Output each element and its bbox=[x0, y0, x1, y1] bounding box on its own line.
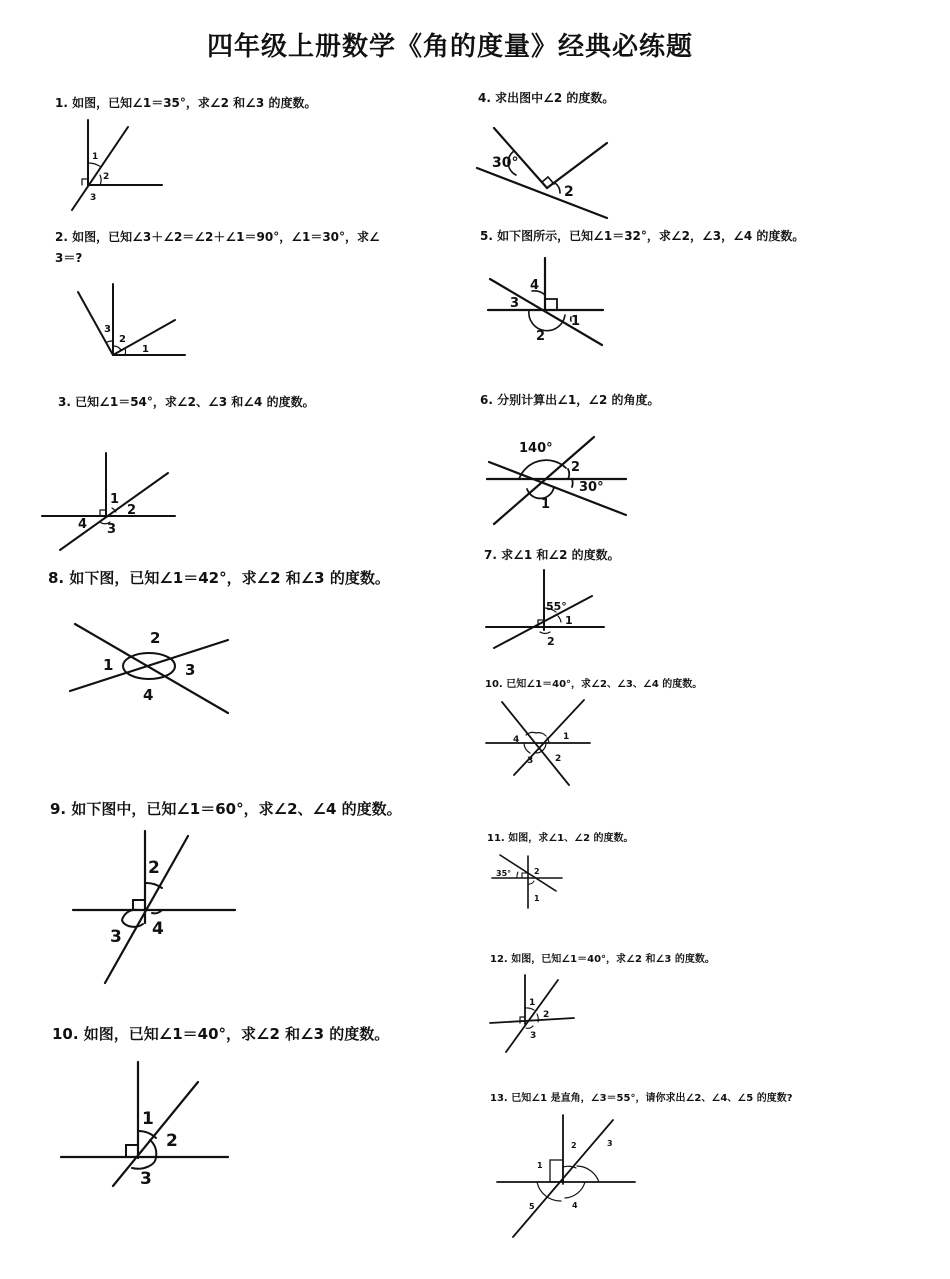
problem-10b-figure bbox=[484, 697, 594, 792]
problem-1-label-2: 2 bbox=[103, 172, 110, 182]
problem-2-figure bbox=[70, 280, 195, 365]
problem-5-label-3: 3 bbox=[510, 296, 520, 311]
problem-7-label-1: 1 bbox=[565, 614, 573, 627]
problem-13-label-4: 4 bbox=[572, 1201, 578, 1210]
problem-7-figure bbox=[484, 568, 609, 653]
problem-5-label-2: 2 bbox=[536, 329, 546, 344]
problem-11-text: 11. 如图，求∠1、∠2 的度数。 bbox=[487, 833, 634, 844]
problem-7-label-2: 2 bbox=[547, 635, 555, 648]
problem-12-label-1: 1 bbox=[529, 998, 536, 1008]
problem-5-figure bbox=[485, 255, 610, 350]
problem-9-label-2: 2 bbox=[148, 858, 160, 878]
problem-6-label-1: 1 bbox=[541, 497, 551, 512]
problem-3-label-1: 1 bbox=[110, 492, 120, 507]
problem-4-figure bbox=[472, 118, 617, 223]
problem-6-figure bbox=[484, 432, 632, 532]
problem-5-label-1: 1 bbox=[571, 314, 581, 329]
problem-4-label-30deg: 30° bbox=[492, 155, 519, 171]
problem-10a-figure bbox=[58, 1058, 233, 1193]
problem-13-label-5: 5 bbox=[529, 1202, 535, 1211]
problem-10b-label-1: 1 bbox=[563, 732, 570, 742]
problem-10a-label-2: 2 bbox=[166, 1131, 178, 1151]
problem-3-label-3: 3 bbox=[107, 522, 117, 537]
problem-9-label-4: 4 bbox=[152, 919, 164, 939]
problem-6-label-30deg: 30° bbox=[579, 480, 604, 495]
problem-10a-label-3: 3 bbox=[140, 1169, 152, 1189]
problem-7-text: 7. 求∠1 和∠2 的度数。 bbox=[484, 548, 620, 562]
problem-1-figure bbox=[60, 115, 170, 215]
problem-3-label-2: 2 bbox=[127, 503, 137, 518]
problem-6-label-140deg: 140° bbox=[519, 441, 553, 456]
problem-9-label-3: 3 bbox=[110, 927, 122, 947]
problem-12-figure bbox=[488, 972, 580, 1057]
problem-11-label-35deg: 35° bbox=[496, 869, 512, 878]
problem-6-text: 6. 分别计算出∠1，∠2 的角度。 bbox=[480, 393, 660, 407]
problem-12-label-3: 3 bbox=[530, 1031, 537, 1041]
problem-13-label-3: 3 bbox=[607, 1139, 613, 1148]
problem-8-label-3: 3 bbox=[185, 661, 196, 679]
problem-2-label-1: 1 bbox=[142, 344, 149, 355]
problem-11-label-1: 1 bbox=[534, 894, 540, 903]
problem-9-figure bbox=[70, 828, 240, 988]
problem-2-label-2: 2 bbox=[119, 334, 126, 345]
problem-8-label-4: 4 bbox=[143, 686, 154, 704]
problem-3-figure bbox=[40, 450, 180, 555]
problem-13-text: 13. 已知∠1 是直角，∠3＝55°，请你求出∠2、∠4、∠5 的度数? bbox=[490, 1093, 793, 1104]
problem-8-label-2: 2 bbox=[150, 629, 161, 647]
problem-2-label-3: 3 bbox=[104, 324, 111, 335]
problem-10b-text: 10. 已知∠1＝40°，求∠2、∠3、∠4 的度数。 bbox=[485, 679, 703, 690]
problem-11-figure bbox=[490, 852, 565, 912]
problem-13-label-1: 1 bbox=[537, 1161, 543, 1170]
problem-3-text: 3. 已知∠1＝54°，求∠2、∠3 和∠4 的度数。 bbox=[58, 395, 315, 409]
problem-10a-text: 10. 如图，已知∠1＝40°，求∠2 和∠3 的度数。 bbox=[52, 1025, 390, 1043]
problem-8-figure bbox=[65, 618, 240, 723]
problem-13-label-2: 2 bbox=[571, 1141, 577, 1150]
problem-10b-label-2: 2 bbox=[555, 754, 562, 764]
problem-5-text: 5. 如下图所示，已知∠1＝32°，求∠2，∠3，∠4 的度数。 bbox=[480, 229, 805, 243]
problem-3-label-4: 4 bbox=[78, 517, 88, 532]
problem-12-text: 12. 如图，已知∠1＝40°，求∠2 和∠3 的度数。 bbox=[490, 954, 715, 965]
problem-10a-label-1: 1 bbox=[142, 1109, 154, 1129]
problem-13-figure bbox=[495, 1112, 640, 1242]
problem-8-text: 8. 如下图，已知∠1＝42°，求∠2 和∠3 的度数。 bbox=[48, 569, 390, 587]
problem-1-label-3: 3 bbox=[90, 193, 97, 203]
problem-4-text: 4. 求出图中∠2 的度数。 bbox=[478, 91, 615, 105]
problem-12-label-2: 2 bbox=[543, 1010, 550, 1020]
problem-8-label-1: 1 bbox=[103, 656, 114, 674]
problem-9-text: 9. 如下图中，已知∠1＝60°，求∠2、∠4 的度数。 bbox=[50, 800, 402, 818]
problem-1-text: 1. 如图，已知∠1＝35°，求∠2 和∠3 的度数。 bbox=[55, 96, 317, 110]
problem-1-label-1: 1 bbox=[92, 152, 99, 162]
problem-11-label-2: 2 bbox=[534, 867, 540, 876]
problem-4-label-2: 2 bbox=[564, 184, 574, 200]
page-title: 四年级上册数学《角的度量》经典必练题 bbox=[206, 32, 693, 62]
problem-6-label-2: 2 bbox=[571, 460, 581, 475]
problem-10b-label-3: 3 bbox=[527, 756, 534, 766]
problem-2-text-line1: 2. 如图，已知∠3＋∠2＝∠2＋∠1＝90°，∠1＝30°，求∠ bbox=[55, 230, 380, 244]
problem-7-label-55deg: 55° bbox=[546, 600, 567, 613]
problem-5-label-4: 4 bbox=[530, 278, 540, 293]
problem-10b-label-4: 4 bbox=[513, 735, 520, 745]
problem-2-text-line2: 3＝? bbox=[55, 251, 83, 265]
